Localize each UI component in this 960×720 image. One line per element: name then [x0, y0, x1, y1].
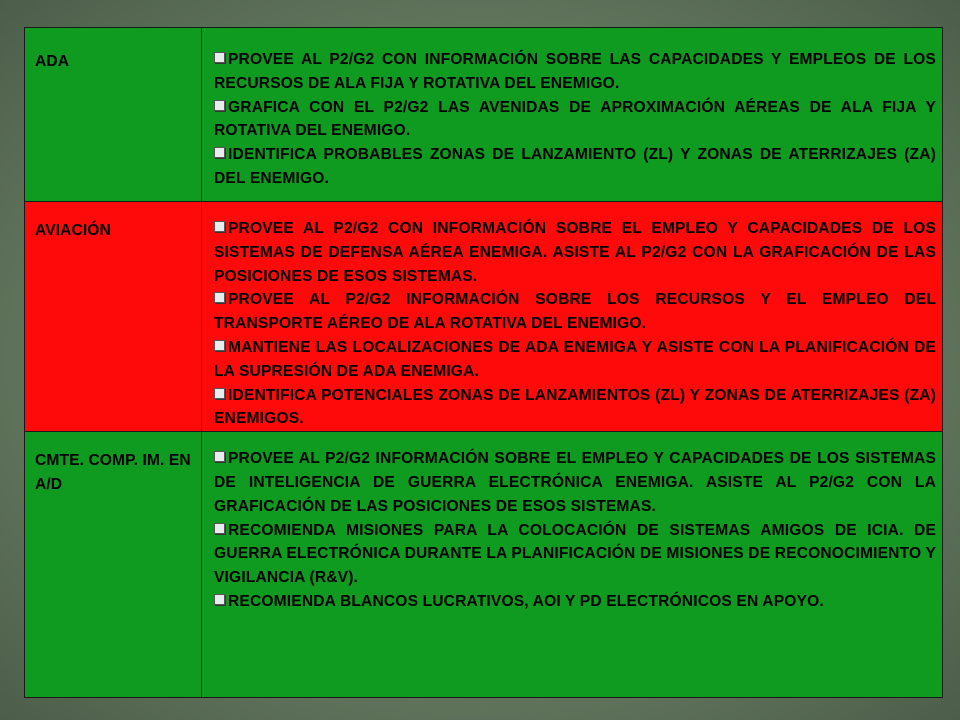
bullet-text: PROVEE AL P2/G2 CON INFORMACIÓN SOBRE LAS CAPACIDADES Y EMPLEOS DE LOS RECURSOS DE ALA FIJA Y ROTATIVA DEL ENEMIGO. — [214, 51, 936, 92]
checkbox-bullet-icon — [214, 147, 225, 158]
row-label-cell — [25, 28, 202, 202]
bullet-text: RECOMIENDA MISIONES PARA LA COLOCACIÓN DE SISTEMAS AMIGOS DE ICIA. DE GUERRA ELECTRÓNICA DURANTE LA PLANIFICACIÓN DE MISIONES DE RECONOCIMIENTO Y VIGILANCIA (R&V). — [214, 521, 936, 587]
bullet-list — [214, 432, 936, 614]
bullet-text: PROVEE AL P2/G2 INFORMACIÓN SOBRE EL EMPLEO Y CAPACIDADES DE LOS SISTEMAS DE INTELIGENCIA DE GUERRA ELECTRÓNICA ENEMIGA. ASISTE AL P2/G2 CON LA GRAFICACIÓN DE LAS POSICIONES DE ESOS SISTEMAS. — [214, 450, 936, 515]
row-content-cell — [202, 28, 943, 202]
checkbox-bullet-icon — [214, 52, 225, 63]
bullet-item — [214, 288, 936, 336]
checkbox-bullet-icon — [214, 100, 225, 111]
bullet-item — [214, 48, 936, 96]
bullet-text: IDENTIFICA POTENCIALES ZONAS DE LANZAMIENTOS (ZL) Y ZONAS DE ATERRIZAJES (ZA) ENEMIGOS. — [214, 386, 936, 428]
bullet-list — [214, 28, 936, 191]
row-content-cell — [202, 202, 943, 432]
bullet-item — [214, 384, 936, 432]
bullet-text: MANTIENE LAS LOCALIZACIONES DE ADA ENEMIGA Y ASISTE CON LA PLANIFICACIÓN DE LA SUPRESIÓN DE ADA ENEMIGA. — [214, 338, 936, 380]
responsibilities-table — [24, 27, 943, 698]
bullet-text: PROVEE AL P2/G2 INFORMACIÓN SOBRE LOS RECURSOS Y EL EMPLEO DEL TRANSPORTE AÉREO DE ALA ROTATIVA DEL ENEMIGO. — [214, 291, 936, 333]
table-row — [25, 202, 943, 432]
bullet-item — [214, 96, 936, 144]
bullet-text: PROVEE AL P2/G2 CON INFORMACIÓN SOBRE EL EMPLEO Y CAPACIDADES DE LOS SISTEMAS DE DEFENSA AÉREA ENEMIGA. ASISTE AL P2/G2 CON LA GRAFICACIÓN DE LAS POSICIONES DE ESOS SISTEMAS. — [214, 220, 936, 285]
row-label: ADA — [35, 53, 70, 70]
checkbox-bullet-icon — [214, 451, 225, 462]
row-label-cell — [25, 432, 202, 698]
row-label-cell — [25, 202, 202, 432]
table-row — [25, 28, 943, 202]
bullet-text: RECOMIENDA BLANCOS LUCRATIVOS, AOI Y PD ELECTRÓNICOS EN APOYO. — [228, 592, 824, 610]
bullet-text: GRAFICA CON EL P2/G2 LAS AVENIDAS DE APROXIMACIÓN AÉREAS DE ALA FIJA Y ROTATIVA DEL ENEMIGO. — [214, 98, 936, 140]
bullet-list — [214, 202, 936, 431]
bullet-item — [214, 336, 936, 384]
checkbox-bullet-icon — [214, 221, 225, 232]
row-content-cell — [202, 432, 943, 698]
table-row — [25, 432, 943, 698]
bullet-item — [214, 519, 936, 590]
bullet-text: IDENTIFICA PROBABLES ZONAS DE LANZAMIENTO (ZL) Y ZONAS DE ATERRIZAJES (ZA) DEL ENEMIGO. — [214, 146, 936, 187]
checkbox-bullet-icon — [214, 594, 225, 605]
row-label: AVIACIÓN — [35, 222, 111, 239]
row-label: CMTE. COMP. IM. EN A/D — [35, 452, 191, 493]
checkbox-bullet-icon — [214, 388, 225, 399]
checkbox-bullet-icon — [214, 340, 225, 351]
bullet-item — [214, 590, 936, 614]
checkbox-bullet-icon — [214, 292, 225, 303]
bullet-item — [214, 217, 936, 288]
checkbox-bullet-icon — [214, 523, 225, 534]
bullet-item — [214, 447, 936, 518]
bullet-item — [214, 143, 936, 191]
